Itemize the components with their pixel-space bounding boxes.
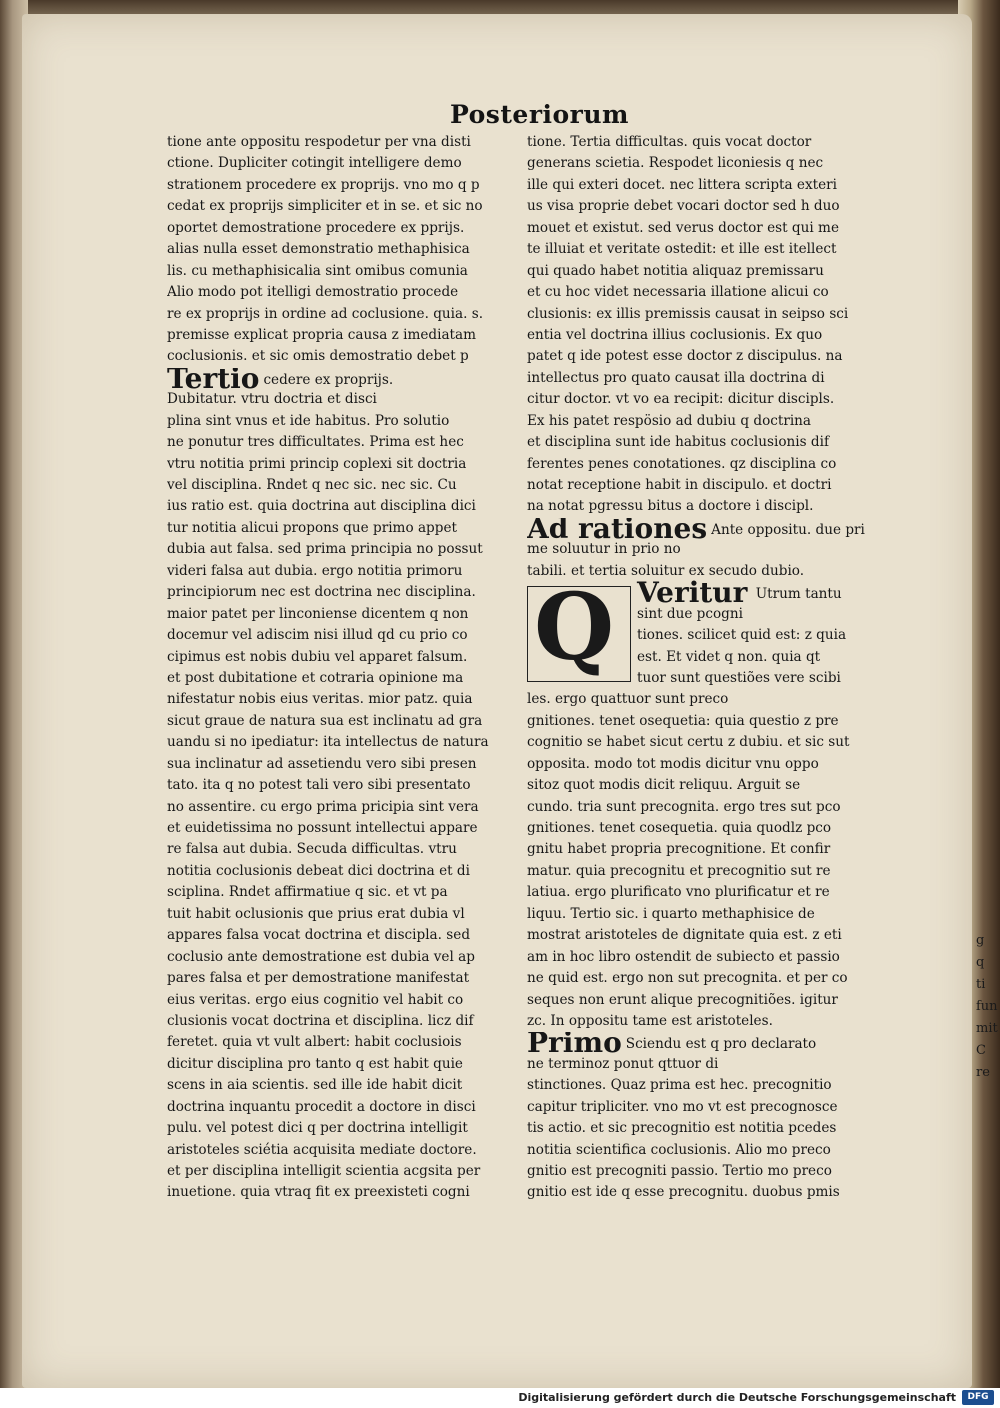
text-line: ius ratio est. quia doctrina aut disciplina dici xyxy=(167,498,476,515)
text-line: zc. In oppositu tame est aristoteles. xyxy=(527,1012,773,1029)
text-line: doctrina inquantu procedit a doctore in disci xyxy=(167,1098,476,1115)
text-line: appares falsa vocat doctrina et discipla. sed xyxy=(167,927,471,944)
right-column xyxy=(527,132,907,1204)
text-line: mouet et existut. sed verus doctor est qui me xyxy=(527,219,839,236)
text-line: me soluutur in prio no xyxy=(527,541,681,558)
text-line: ne terminoz ponut qttuor di xyxy=(527,1055,719,1072)
text-line: sua inclinatur ad assetiendu vero sibi presen xyxy=(167,755,477,772)
margin-glyph: C xyxy=(976,1043,986,1058)
text-line: maior patet per linconiense dicentem q non xyxy=(167,605,469,622)
text-line: docemur vel adiscim nisi illud qd cu prio co xyxy=(167,627,468,644)
text-line: pulu. vel potest dici q per doctrina intelligit xyxy=(167,1120,468,1137)
margin-glyph: q xyxy=(976,955,985,970)
text-line: tuit habit oclusionis que prius erat dubia vl xyxy=(167,905,465,922)
text-line: vtru notitia primi princip coplexi sit doctria xyxy=(167,455,467,472)
text-line xyxy=(527,1032,907,1053)
margin-glyph: ti xyxy=(976,977,986,992)
text-line: te illuiat et veritate ostedit: et ille est itellect xyxy=(527,241,837,258)
text-line: citur doctor. vt vo ea recipit: dicitur discipls. xyxy=(527,391,835,408)
text-line: videri falsa aut dubia. ergo notitia primoru xyxy=(167,562,463,579)
text-line: pares falsa et per demostratione manifestat xyxy=(167,970,470,987)
text-line: lis. cu methaphisicalia sint omibus comunia xyxy=(167,262,468,279)
text-line: scens in aia scientis. sed ille ide habit dicit xyxy=(167,1077,463,1094)
text-line xyxy=(527,518,907,539)
text-line: mostrat aristoteles de dignitate quia est. z eti xyxy=(527,927,842,944)
text-line: ne ponutur tres difficultates. Prima est hec xyxy=(167,434,464,451)
text-line: strationem procedere ex proprijs. vno mo q p xyxy=(167,176,480,193)
text-line: uandu si no ipediatur: ita intellectus de natura xyxy=(167,734,489,751)
initial-letter: Q xyxy=(534,573,615,682)
text-line: gnitio est ide q esse precognitu. duobus pmis xyxy=(527,1184,840,1201)
line-text: Sciendu est q pro declarato xyxy=(625,1036,817,1053)
text-line: inuetione. quia vtraq fit ex preexisteti cogni xyxy=(167,1184,470,1201)
text-line: ferentes penes conotationes. qz disciplina co xyxy=(527,455,837,472)
text-line: plina sint vnus et ide habitus. Pro solutio xyxy=(167,412,450,429)
text-line: est. Et videt q non. quia qt xyxy=(637,648,821,665)
text-line: et cu hoc videt necessaria illatione alicui co xyxy=(527,284,829,301)
text-line: re ex proprijs in ordine ad coclusione. quia. s. xyxy=(167,305,484,322)
text-line: tuor sunt questiões vere scibi xyxy=(637,669,841,686)
margin-glyph: mit xyxy=(976,1021,998,1036)
text-line: cipimus est nobis dubiu vel apparet falsum. xyxy=(167,648,468,665)
text-line: am in hoc libro ostendit de subiecto et passio xyxy=(527,948,840,965)
text-line: clusionis vocat doctrina et disciplina. licz dif xyxy=(167,1012,474,1029)
section-heading: Ad rationes xyxy=(527,517,708,540)
text-line: sicut graue de natura sua est inclinatu ad gra xyxy=(167,712,483,729)
text-line: seques non erunt alique precognitiões. igitur xyxy=(527,991,838,1008)
text-line: us visa proprie debet vocari doctor sed h duo xyxy=(527,198,840,215)
text-line: sint due pcogni xyxy=(637,605,743,622)
text-line: coclusio ante demostratione est dubia vel ap xyxy=(167,948,475,965)
text-line: opposita. modo tot modis dicitur vnu oppo xyxy=(527,755,819,772)
text-line: qui quado habet notitia aliquaz premissaru xyxy=(527,262,824,279)
line-text: cedere ex proprijs. xyxy=(263,371,394,388)
text-line: gnitiones. tenet cosequetia. quia quodlz pco xyxy=(527,820,832,836)
text-line: notitia scientifica coclusionis. Alio mo preco xyxy=(527,1141,831,1158)
text-line: cundo. tria sunt precognita. ergo tres sut pco xyxy=(527,798,841,815)
decorated-initial xyxy=(527,573,631,682)
text-line: sciplina. Rndet affirmatiue q sic. et vt pa xyxy=(167,884,448,901)
text-line: Dubitatur. vtru doctria et disci xyxy=(167,391,377,408)
text-line: ne quid est. ergo non sut precognita. et per co xyxy=(527,970,848,987)
text-line: liquu. Tertio sic. i quarto methaphisice de xyxy=(527,905,815,922)
margin-glyph: re xyxy=(976,1065,990,1080)
facing-page-margin-text xyxy=(976,930,998,1084)
text-line: patet q ide potest esse doctor z discipulus. na xyxy=(527,348,843,365)
text-line: principiorum nec est doctrina nec disciplina. xyxy=(167,584,476,601)
text-line: no assentire. cu ergo prima pricipia sint vera xyxy=(167,798,479,815)
text-line: feretet. quia vt vult albert: habit coclusiois xyxy=(167,1034,462,1051)
margin-glyph: g xyxy=(976,933,985,948)
text-line: et per disciplina intelligit scientia acgsita per xyxy=(167,1163,481,1179)
text-line: tabili. et tertia soluitur ex secudo dubio. xyxy=(527,562,805,579)
text-line: aristoteles sciétia acquisita mediate doctore. xyxy=(167,1141,477,1158)
text-line: stinctiones. Quaz prima est hec. precognitio xyxy=(527,1077,832,1094)
text-line xyxy=(167,368,532,389)
footer-credit: Digitalisierung gefördert durch die Deutsche Forschungsgemeinschaft xyxy=(518,1391,956,1404)
text-line: matur. quia precognitu et precognitio sut re xyxy=(527,862,831,879)
text-line: Ex his patet respösio ad dubiu q doctrina xyxy=(527,412,812,429)
text-line: Alio modo pot itelligi demostratio procede xyxy=(167,284,459,301)
text-line: nifestatur nobis eius veritas. mior patz. quia xyxy=(167,691,473,708)
text-line: ctione. Dupliciter cotingit intelligere demo xyxy=(167,155,462,172)
text-line: na notat pgressu bitus a doctore i discipl. xyxy=(527,498,814,515)
running-head: Posteriorum xyxy=(450,100,629,129)
text-line: gnitiones. tenet osequetia: quia questio z pre xyxy=(527,712,839,729)
text-line: cedat ex proprijs simpliciter et in se. et sic no xyxy=(167,198,483,215)
text-line: les. ergo quattuor sunt preco xyxy=(527,691,729,708)
line-text: Utrum tantu xyxy=(751,586,842,603)
text-line: alias nulla esset demonstratio methaphisica xyxy=(167,241,470,258)
text-line: dicitur disciplina pro tanto q est habit quie xyxy=(167,1055,463,1072)
section-heading: Primo xyxy=(527,1032,622,1054)
text-line: notat receptione habit in discipulo. et doctri xyxy=(527,477,832,493)
section-heading: Veritur xyxy=(637,576,748,610)
text-line: premisse explicat propria causa z imediatam xyxy=(167,326,477,343)
text-line: ille qui exteri docet. nec littera scripta exteri xyxy=(527,176,837,193)
line-text: Ante oppositu. due pri xyxy=(711,521,865,538)
text-line: et disciplina sunt ide habitus coclusionis dif xyxy=(527,434,830,451)
text-line: gnitio est precogniti passio. Tertio mo preco xyxy=(527,1163,832,1179)
text-line: capitur tripliciter. vno mo vt est precognosce xyxy=(527,1098,838,1115)
text-line: tur notitia alicui propons que primo appet xyxy=(167,519,457,536)
text-line: clusionis: ex illis premissis causat in seipso sci xyxy=(527,305,849,322)
text-line: dubia aut falsa. sed prima principia no possut xyxy=(167,541,483,558)
text-line: latiua. ergo plurificato vno plurificatur et re xyxy=(527,884,830,901)
dfg-logo: DFG xyxy=(962,1390,994,1405)
text-line: tione ante oppositu respodetur per vna disti xyxy=(167,134,471,150)
section-heading: Tertio xyxy=(167,367,260,390)
left-column xyxy=(167,132,532,1204)
text-line: intellectus pro quato causat illa doctrina di xyxy=(527,369,825,386)
text-line: notitia coclusionis debeat dici doctrina et di xyxy=(167,862,470,879)
text-line: gnitu habet propria precognitione. Et confir xyxy=(527,841,831,858)
text-line: tato. ita q no potest tali vero sibi presentato xyxy=(167,777,471,794)
text-line: re falsa aut dubia. Secuda difficultas. vtru xyxy=(167,841,457,858)
text-line: eius veritas. ergo eius cognitio vel habit co xyxy=(167,991,464,1008)
text-line: sitoz quot modis dicit reliquu. Arguit se xyxy=(527,777,801,794)
text-line: tiones. scilicet quid est: z quia xyxy=(637,627,847,644)
text-line: oportet demostratione procedere ex pprijs. xyxy=(167,219,465,236)
text-line: tione. Tertia difficultas. quis vocat doctor xyxy=(527,134,812,150)
text-line: et euidetissima no possunt intellectui appare xyxy=(167,820,478,836)
text-line: cognitio se habet sicut certu z dubiu. et sic sut xyxy=(527,734,850,751)
text-line: entia vel doctrina illius coclusionis. Ex quo xyxy=(527,326,823,343)
text-line: et post dubitatione et cotraria opinione ma xyxy=(167,669,464,686)
margin-glyph: fun xyxy=(976,999,998,1014)
text-line: generans scietia. Respodet liconiesis q nec xyxy=(527,155,824,172)
text-line: coclusionis. et sic omis demostratio debet p xyxy=(167,348,469,365)
text-line: tis actio. et sic precognitio est notitia pcedes xyxy=(527,1120,837,1137)
text-line: vel disciplina. Rndet q nec sic. nec sic. Cu xyxy=(167,477,457,493)
